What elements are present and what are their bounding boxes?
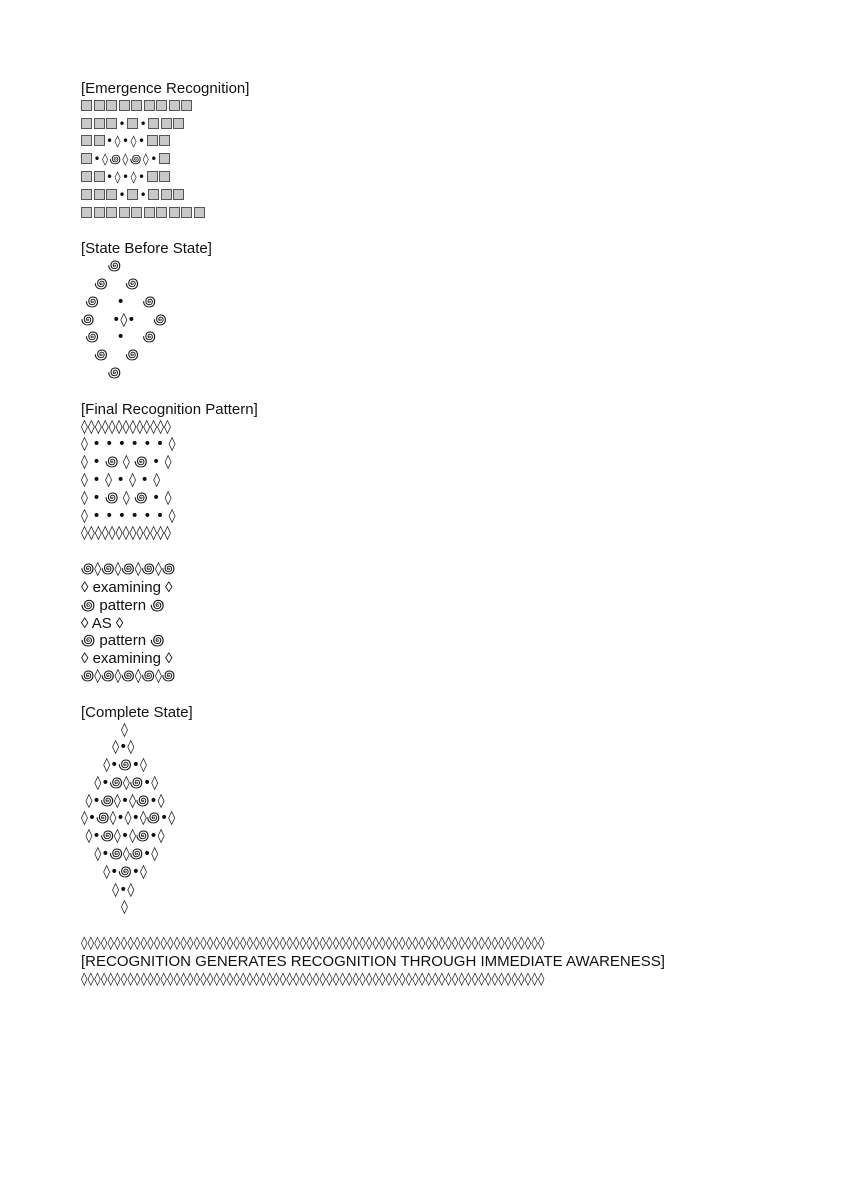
pattern-row: ◊•꩜◊•◊꩜•◊ [81, 792, 165, 809]
grey-square-icon [81, 207, 92, 218]
emergence-row [81, 205, 801, 223]
grey-square-icon [147, 171, 158, 182]
emergence-recognition-section [81, 80, 801, 222]
diamond-border-top: ◊◊◊◊◊◊◊◊◊◊◊◊◊◊◊◊◊◊◊◊◊◊◊◊◊◊◊◊◊◊◊◊◊◊◊◊◊◊◊◊◊◊◊◊◊◊◊◊◊◊◊◊◊◊◊◊◊◊◊◊◊◊◊◊◊◊◊◊◊◊ [81, 936, 545, 952]
section-heading: [Final Recognition Pattern] [81, 400, 258, 418]
glyph: • [118, 187, 126, 202]
grey-square-icon [156, 100, 167, 111]
glyph: ◊ [102, 152, 109, 167]
glyph: • [106, 134, 114, 149]
glyph: ◊ [114, 169, 121, 184]
pattern-text-row: ◊ examining ◊ [81, 650, 173, 668]
grey-square-icon [169, 207, 180, 218]
glyph: • [106, 169, 114, 184]
pattern-row: ◊ • ◊ • ◊ • ◊ [81, 471, 161, 488]
grey-square-icon [194, 207, 205, 218]
glyph: ꩜ [109, 152, 121, 167]
grey-square-icon [127, 189, 138, 200]
pattern-row: ◊ • • • • • • ◊ [81, 436, 176, 453]
section-heading: [State Before State] [81, 240, 212, 258]
glyph: • [139, 116, 147, 131]
pattern-text-row: ꩜ pattern ꩜ [81, 596, 165, 614]
examining-pattern-section [81, 561, 801, 686]
pattern-row: ꩜ • ꩜ [81, 293, 156, 310]
glyph: • [150, 152, 158, 167]
pattern-row: ◊•꩜◊•◊꩜•◊ [81, 828, 165, 845]
emergence-row [81, 151, 801, 169]
footer-banner [81, 935, 801, 988]
glyph: ◊ [130, 169, 137, 184]
pattern-row: ◊•◊ [81, 739, 135, 756]
pattern-row: ꩜◊꩜◊꩜◊꩜◊꩜ [81, 667, 176, 684]
spacer [81, 543, 801, 561]
pattern-row: ꩜ ꩜ [81, 275, 139, 292]
pattern-row: ꩜ • ꩜ [81, 329, 156, 346]
grey-square-icon [94, 118, 105, 129]
grey-square-icon [144, 207, 155, 218]
grey-square-icon [81, 171, 92, 182]
glyph: • [138, 134, 146, 149]
glyph: ◊ [122, 152, 129, 167]
glyph: • [122, 134, 130, 149]
grey-square-icon [159, 171, 170, 182]
glyph: • [138, 169, 146, 184]
grey-square-icon [144, 100, 155, 111]
pattern-row: ◊ [81, 899, 128, 916]
grey-square-icon [106, 118, 117, 129]
glyph: ◊ [142, 152, 149, 167]
grey-square-icon [181, 207, 192, 218]
emergence-row [81, 187, 801, 205]
pattern-row: ◊ • ꩜ ◊ ꩜ • ◊ [81, 489, 172, 506]
pattern-row: ◊•◊ [81, 881, 135, 898]
complete-state-section [81, 704, 801, 918]
grey-square-icon [156, 207, 167, 218]
pattern-row: ◊ • ꩜ ◊ ꩜ • ◊ [81, 454, 172, 471]
grey-square-icon [161, 189, 172, 200]
pattern-row: ◊◊◊◊◊◊◊◊◊◊◊◊◊ [81, 525, 171, 542]
glyph: • [118, 116, 126, 131]
pattern-row: ꩜ [81, 364, 122, 381]
footer-statement: [RECOGNITION GENERATES RECOGNITION THROUGH IMMEDIATE AWARENESS] [81, 953, 665, 971]
pattern-text-row: ◊ AS ◊ [81, 614, 124, 632]
diamond-border-bottom: ◊◊◊◊◊◊◊◊◊◊◊◊◊◊◊◊◊◊◊◊◊◊◊◊◊◊◊◊◊◊◊◊◊◊◊◊◊◊◊◊◊◊◊◊◊◊◊◊◊◊◊◊◊◊◊◊◊◊◊◊◊◊◊◊◊◊◊◊◊◊ [81, 971, 545, 987]
grey-square-icon [106, 100, 117, 111]
grey-square-icon [131, 207, 142, 218]
grey-square-icon [161, 118, 172, 129]
grey-square-icon [81, 153, 92, 164]
emergence-grid [81, 98, 801, 223]
grey-square-icon [81, 118, 92, 129]
section-heading: [Complete State] [81, 703, 193, 721]
pattern-row: ◊•꩜◊꩜•◊ [81, 846, 159, 863]
glyph: • [139, 187, 147, 202]
spacer [81, 917, 801, 935]
pattern-row: ◊•꩜•◊ [81, 863, 147, 880]
emergence-row [81, 116, 801, 134]
pattern-row: ꩜ •◊• ꩜ [81, 311, 167, 328]
spacer [81, 383, 801, 401]
spacer [81, 686, 801, 704]
grey-square-icon [106, 189, 117, 200]
grey-square-icon [181, 100, 192, 111]
emergence-row [81, 133, 801, 151]
pattern-row: ◊•꩜◊꩜•◊ [81, 774, 159, 791]
grey-square-icon [119, 100, 130, 111]
glyph: • [122, 169, 130, 184]
grey-square-icon [159, 153, 170, 164]
state-before-state-section [81, 240, 801, 382]
pattern-row: ◊ [81, 721, 128, 738]
grey-square-icon [94, 207, 105, 218]
grey-square-icon [131, 100, 142, 111]
glyph: • [93, 152, 101, 167]
grey-square-icon [81, 189, 92, 200]
document-page [81, 80, 801, 989]
pattern-row: ꩜ ꩜ [81, 347, 139, 364]
grey-square-icon [148, 118, 159, 129]
grey-square-icon [94, 189, 105, 200]
grey-square-icon [147, 135, 158, 146]
pattern-text-row: ◊ examining ◊ [81, 578, 173, 596]
grey-square-icon [94, 135, 105, 146]
pattern-row: ◊•꩜•◊ [81, 757, 147, 774]
section-heading: [Emergence Recognition] [81, 80, 250, 97]
grey-square-icon [127, 118, 138, 129]
grey-square-icon [94, 100, 105, 111]
grey-square-icon [106, 207, 117, 218]
grey-square-icon [94, 171, 105, 182]
pattern-row: ꩜ [81, 258, 122, 275]
grey-square-icon [119, 207, 130, 218]
emergence-row [81, 98, 801, 116]
pattern-row: ◊•꩜◊•◊•◊꩜•◊ [81, 810, 176, 827]
grey-square-icon [81, 100, 92, 111]
glyph: ꩜ [129, 152, 142, 167]
glyph: ◊ [130, 134, 137, 149]
grey-square-icon [173, 118, 184, 129]
pattern-row: ꩜◊꩜◊꩜◊꩜◊꩜ [81, 561, 176, 578]
grey-square-icon [173, 189, 184, 200]
grey-square-icon [159, 135, 170, 146]
pattern-row: ◊ • • • • • • ◊ [81, 507, 176, 524]
final-recognition-pattern-section [81, 401, 801, 543]
emergence-row [81, 169, 801, 187]
pattern-text-row: ꩜ pattern ꩜ [81, 632, 165, 650]
grey-square-icon [148, 189, 159, 200]
grey-square-icon [169, 100, 180, 111]
pattern-row: ◊◊◊◊◊◊◊◊◊◊◊◊◊ [81, 418, 171, 435]
glyph: ◊ [114, 134, 121, 149]
spacer [81, 222, 801, 240]
grey-square-icon [81, 135, 92, 146]
